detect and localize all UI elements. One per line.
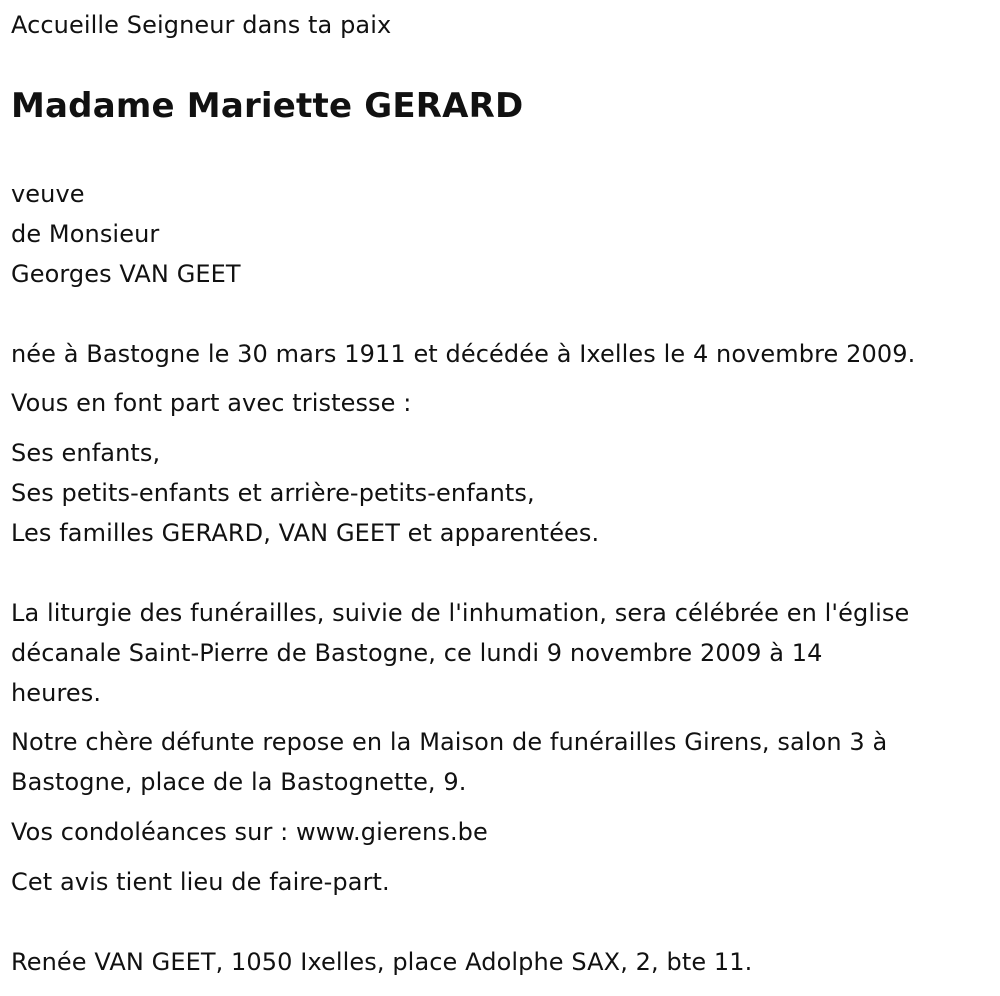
family-line-3: Les familles GERARD, VAN GEET et apparentées.	[11, 519, 600, 547]
condolences-line: Vos condoléances sur : www.gierens.be	[11, 818, 488, 846]
rest-line-1: Notre chère défunte repose en la Maison de funérailles Girens, salon 3 à	[11, 728, 888, 756]
address-line: Renée VAN GEET, 1050 Ixelles, place Adolphe SAX, 2, bte 11.	[11, 948, 753, 976]
rest-line-2: Bastogne, place de la Bastognette, 9.	[11, 768, 467, 796]
funeral-line-1: La liturgie des funérailles, suivie de l'inhumation, sera célébrée en l'église	[11, 599, 910, 627]
spouse-line-1: veuve	[11, 180, 85, 208]
funeral-line-3: heures.	[11, 679, 102, 707]
spouse-line-2: de Monsieur	[11, 220, 160, 248]
birth-death-line: née à Bastogne le 30 mars 1911 et décédée à Ixelles le 4 novembre 2009.	[11, 340, 916, 368]
deceased-name: Madame Mariette GERARD	[11, 86, 524, 126]
announcement-line: Vous en font part avec tristesse :	[11, 389, 412, 417]
family-line-2: Ses petits-enfants et arrière-petits-enfants,	[11, 479, 535, 507]
prayer-line: Accueille Seigneur dans ta paix	[11, 11, 392, 39]
family-line-1: Ses enfants,	[11, 439, 161, 467]
notice-line: Cet avis tient lieu de faire-part.	[11, 868, 390, 896]
spouse-line-3: Georges VAN GEET	[11, 260, 241, 288]
funeral-line-2: décanale Saint-Pierre de Bastogne, ce lundi 9 novembre 2009 à 14	[11, 639, 823, 667]
